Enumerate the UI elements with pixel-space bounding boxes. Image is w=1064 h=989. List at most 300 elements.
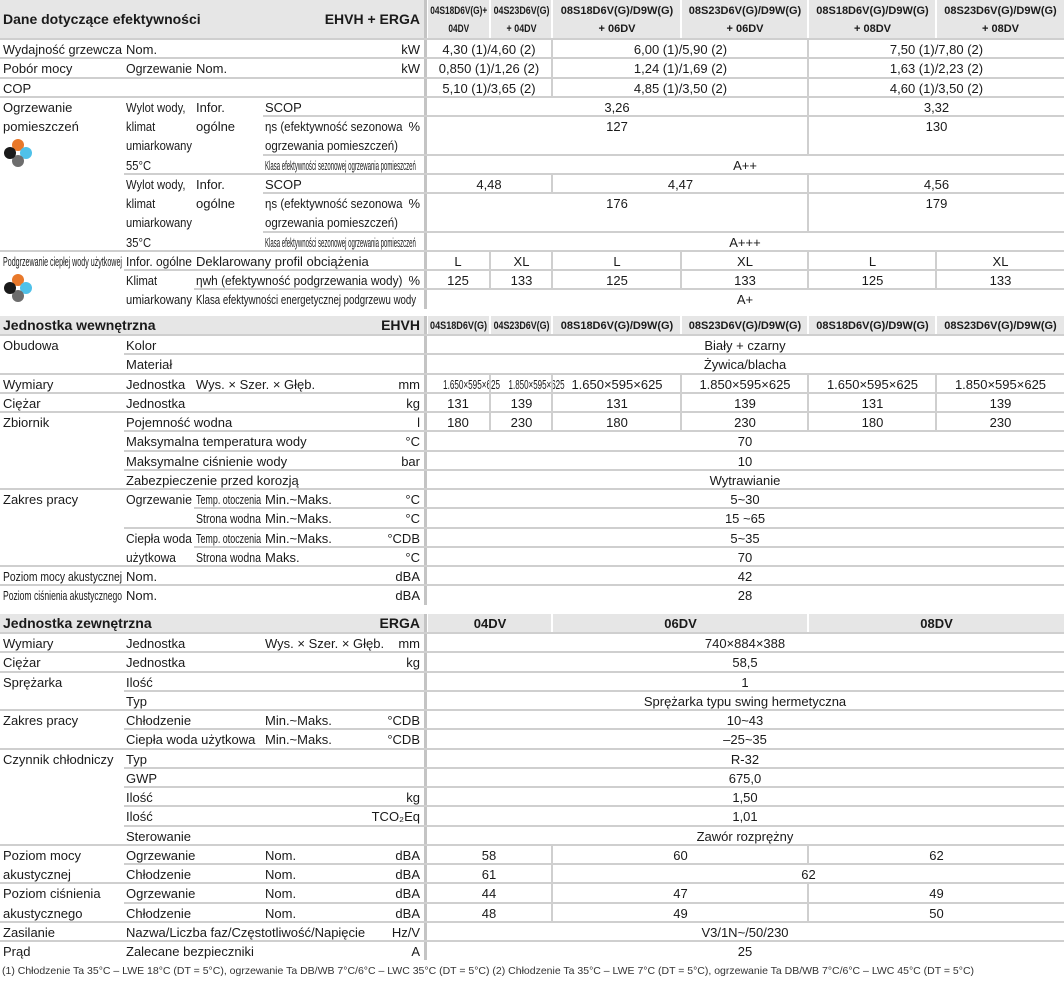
unit-label: dBA: [395, 905, 420, 921]
row-label: [126, 942, 254, 961]
unit-label: dBA: [395, 588, 420, 604]
unit-label: kW: [401, 42, 420, 57]
value-cell: [426, 271, 490, 289]
value-cell: [807, 194, 1064, 232]
row-label-text: Pojemność wodna: [126, 415, 233, 430]
value-text: 28: [737, 588, 753, 604]
value-text: 133: [510, 273, 533, 288]
model-column-header: [426, 0, 490, 39]
row-label-text: Ilość: [126, 674, 153, 690]
unit-label: °C: [405, 492, 420, 507]
row-label: [126, 175, 203, 252]
row-label-text: Min.~Maks.: [265, 511, 332, 527]
row-label-text: Ilość: [126, 809, 153, 825]
unit-label: bar: [401, 453, 420, 469]
value-text: 62: [929, 847, 944, 863]
row-label: [196, 175, 235, 214]
value-cell: [426, 355, 1064, 373]
row-label-text: ηs (efektywność sezonowa ogrzewania pomieszczeń): [265, 119, 403, 154]
row-label-text: Klasa efektywności sezonowej ogrzewania pomieszczeń: [265, 157, 416, 173]
value-cell: [426, 788, 1064, 806]
model-column-header: [551, 0, 681, 39]
value-cell: [551, 375, 681, 393]
value-cell: [680, 413, 808, 431]
unit-label: °C: [405, 434, 420, 450]
value-cell: [426, 586, 1064, 604]
value-text: 1,63 (1)/2,23 (2): [889, 61, 984, 77]
value-cell: [426, 59, 552, 77]
model-column-header: [680, 316, 808, 335]
row-label-text: Sterowanie: [126, 828, 192, 844]
row-label: [3, 98, 79, 169]
row-label-text: Klimat umiarkowany: [126, 273, 193, 308]
value-cell: [935, 271, 1064, 289]
water-heating-icon: [3, 273, 33, 303]
row-label: [3, 673, 62, 692]
unit-label: kg: [406, 655, 420, 671]
unit-label: kg: [406, 790, 420, 805]
value-cell: [489, 413, 552, 431]
row-label-text: Min.~Maks.: [265, 732, 332, 748]
model-column-header: [935, 316, 1064, 335]
row-label-text: Wys. × Szer. × Głęb.: [265, 636, 385, 651]
value-cell: [426, 692, 1064, 710]
value-cell: [551, 394, 681, 412]
value-text: 133: [734, 273, 756, 288]
value-cell: [807, 413, 936, 431]
value-cell: [426, 923, 1064, 941]
row-label-text: Klasa efektywności energetycznej podgrzewu wody: [196, 292, 417, 308]
value-cell: [551, 252, 681, 270]
value-cell: [426, 490, 1064, 508]
row-label-text: Chłodzenie: [126, 905, 192, 921]
value-text: 5,10 (1)/3,65 (2): [442, 80, 536, 96]
value-cell: [489, 271, 552, 289]
row-label-text: Wymiary: [3, 376, 54, 392]
value-cell: [426, 156, 1064, 174]
unit-label: dBA: [395, 886, 420, 902]
value-cell: [426, 807, 1064, 825]
row-label-text: Sprężarka: [3, 674, 63, 690]
value-text: 7,50 (1)/7,80 (2): [889, 42, 984, 57]
row-label-text: Ilość: [126, 790, 153, 805]
value-text: L: [868, 253, 877, 269]
section-1: [0, 316, 1064, 605]
value-text: 4,48: [476, 176, 502, 192]
row-label-text: Maksymalne ciśnienie wody: [126, 453, 288, 469]
value-cell: [426, 846, 552, 864]
row-label-text: Zabezpieczenie przed korozją: [126, 472, 299, 488]
value-cell: [489, 394, 552, 412]
value-text: 5~30: [730, 492, 760, 507]
model-name: 04S23D6V(G): [493, 319, 550, 332]
unit-label: °CDB: [387, 530, 420, 546]
value-text: 3,26: [604, 99, 630, 115]
section-model-series: EHVH: [381, 317, 420, 333]
value-text: XL: [737, 253, 753, 269]
value-cell: [426, 769, 1064, 787]
row-label-text: Strona wodna: [196, 511, 261, 527]
value-text: Żywica/blacha: [703, 357, 787, 373]
value-cell: [426, 117, 808, 155]
model-column-header: [426, 614, 552, 633]
value-text: 42: [737, 569, 753, 584]
value-text: R-32: [730, 751, 760, 767]
value-text: 131: [861, 395, 884, 411]
value-text: 125: [861, 273, 884, 288]
row-label-text: Ogrzewanie: [126, 492, 192, 507]
value-text: 675,0: [728, 770, 762, 786]
unit-label: dBA: [395, 847, 420, 863]
value-cell: [426, 865, 552, 883]
value-cell: [551, 904, 808, 922]
model-column-header: [807, 0, 936, 39]
row-label-text: Podgrzewanie ciepłej wody użytkowej: [3, 253, 122, 269]
row-label-text: Min.~Maks.: [265, 492, 332, 507]
value-cell: [807, 59, 1064, 77]
value-text: 48: [481, 905, 497, 921]
section-2: [0, 614, 1064, 960]
value-text: Biały + czarny: [704, 338, 786, 353]
value-text: 6,00 (1)/5,90 (2): [633, 42, 728, 57]
value-text: –25~35: [723, 732, 767, 748]
value-text: 62: [801, 867, 816, 882]
value-cell: [551, 175, 808, 193]
model-name: 08S18D6V(G)/D9W(G): [560, 319, 674, 332]
value-text: XL: [992, 253, 1009, 269]
value-cell: [426, 634, 1064, 652]
value-cell: [807, 394, 936, 412]
value-cell: [426, 98, 808, 116]
value-cell: [426, 653, 1064, 671]
value-cell: [426, 567, 1064, 585]
row-label-text: Prąd: [3, 944, 31, 959]
row-label-text: Klasa efektywności sezonowej ogrzewania pomieszczeń: [265, 234, 416, 250]
row-label-text: Infor. ogólne: [196, 176, 236, 211]
model-column-header: [551, 316, 681, 335]
row-label-text: Ciężar: [3, 395, 41, 411]
value-cell: [426, 336, 1064, 354]
row-label-text: Nom.: [265, 886, 297, 902]
value-cell: [426, 942, 1064, 960]
unit-label: °C: [405, 549, 420, 565]
value-cell: [489, 252, 552, 270]
value-text: 70: [737, 549, 753, 565]
value-text: 10: [737, 453, 753, 469]
value-cell: [426, 548, 1064, 566]
row-label-text: Jednostka: [126, 376, 186, 392]
value-text: 139: [734, 395, 756, 411]
value-text: 44: [481, 886, 497, 902]
row-label-text: Poziom ciśnienia akustycznego: [3, 588, 123, 604]
value-text: 230: [510, 415, 533, 430]
value-text: L: [454, 253, 462, 269]
value-cell: [807, 175, 1064, 193]
value-cell: [807, 40, 1064, 58]
value-cell: [426, 432, 1064, 450]
value-cell: [680, 252, 808, 270]
value-cell: [807, 375, 936, 393]
row-label-text: Maksymalna temperatura wody: [126, 434, 307, 450]
value-cell: [551, 40, 808, 58]
value-cell: [426, 375, 501, 393]
row-label-text: Kolor: [126, 338, 157, 353]
value-text: 127: [606, 119, 628, 134]
unit-label: °C: [405, 511, 420, 527]
value-text: 60: [673, 847, 688, 863]
unit-label: dBA: [395, 867, 420, 882]
row-label-text: Wylot wody, klimat umiarkowany 55°C: [126, 99, 193, 173]
value-cell: [426, 904, 552, 922]
row-label-text: Maks.: [265, 549, 300, 565]
row-label: [3, 846, 81, 885]
section-0: [0, 0, 1064, 309]
row-label-text: Materiał: [126, 357, 173, 373]
value-text: 1,50: [732, 790, 758, 805]
value-text: 25: [737, 944, 753, 959]
row-label-text: SCOP: [265, 99, 302, 115]
value-text: 1.850×595×625: [699, 376, 791, 392]
value-cell: [551, 59, 808, 77]
row-label-text: Ciepła woda użytkowa: [126, 530, 192, 565]
value-cell: [426, 252, 490, 270]
value-cell: [426, 79, 552, 97]
value-cell: [807, 884, 1064, 902]
row-label-text: Strona wodna: [196, 549, 261, 565]
model-name: 08DV: [920, 615, 953, 631]
row-label-text: Wydajność grzewcza: [3, 42, 123, 57]
unit-label: Hz/V: [391, 924, 420, 940]
value-text: 15 ~65: [724, 511, 766, 527]
value-cell: [551, 79, 808, 97]
value-text: 139: [989, 395, 1012, 411]
row-label-text: Wymiary: [3, 636, 54, 651]
value-text: 47: [673, 886, 688, 902]
value-cell: [426, 233, 1064, 251]
value-cell: [807, 117, 1064, 155]
row-label: [126, 490, 195, 509]
value-text: 1.850×595×625: [954, 376, 1047, 392]
row-label-text: Zakres pracy: [3, 492, 79, 507]
value-text: 1: [741, 674, 749, 690]
row-label: [126, 586, 157, 605]
model-column-header: [807, 316, 936, 335]
value-cell: [426, 175, 552, 193]
value-cell: [426, 452, 1064, 470]
row-label-text: Poziom mocy akustycznej: [3, 569, 123, 584]
unit-label: A: [411, 944, 420, 959]
section-model-series: EHVH + ERGA: [324, 11, 420, 27]
row-label-text: Min.~Maks.: [265, 530, 332, 546]
row-label-text: Infor. ogólne: [126, 253, 192, 269]
unit-label: %: [408, 273, 420, 288]
value-cell: [489, 375, 565, 393]
row-label-text: Wys. × Szer. × Głęb.: [196, 376, 316, 392]
unit-label: %: [408, 196, 420, 211]
value-text: 176: [606, 196, 628, 211]
row-label-text: Ogrzewanie: [126, 847, 196, 863]
model-name: 04DV: [473, 615, 507, 631]
row-label-text: COP: [3, 80, 32, 96]
row-label-text: Czynnik chłodniczy: [3, 751, 114, 767]
model-name: 04S18D6V(G): [430, 319, 488, 332]
model-name: 08S23D6V(G)/D9W(G): [944, 319, 1057, 332]
row-label-text: Ogrzewanie: [126, 61, 192, 77]
value-text: 4,85 (1)/3,50 (2): [633, 80, 728, 96]
unit-label: l: [417, 415, 420, 430]
row-label: [265, 117, 420, 156]
value-text: 58,5: [732, 655, 758, 671]
value-cell: [680, 394, 808, 412]
model-name: 04S18D6V(G)+ 04DV: [430, 4, 488, 35]
row-label: [3, 336, 59, 355]
unit-label: mm: [398, 636, 420, 651]
value-cell: [935, 252, 1064, 270]
value-text: A+: [736, 292, 754, 308]
row-label-text: Typ: [126, 693, 147, 709]
row-label: [3, 750, 114, 769]
value-text: 139: [510, 395, 533, 411]
value-text: 125: [447, 273, 469, 288]
unit-label: dBA: [395, 569, 420, 584]
value-cell: [426, 194, 808, 232]
row-label-text: Wylot wody, klimat umiarkowany 35°C: [126, 176, 193, 250]
value-text: 4,56: [923, 176, 950, 192]
row-label-text: Nom.: [196, 61, 228, 77]
unit-label: °CDB: [387, 732, 420, 748]
row-label-text: Chłodzenie: [126, 867, 192, 882]
row-label-text: Ciepła woda użytkowa: [126, 732, 256, 748]
row-label-text: Jednostka: [126, 395, 186, 411]
value-cell: [426, 827, 1064, 845]
value-text: 70: [737, 434, 753, 450]
unit-label: °CDB: [387, 713, 420, 728]
model-name: 08S18D6V(G)/D9W(G) + 06DV: [560, 4, 674, 35]
unit-label: %: [408, 119, 420, 134]
value-text: 125: [606, 273, 628, 288]
row-label-text: Obudowa: [3, 338, 59, 353]
value-text: 230: [989, 415, 1012, 430]
model-column-header: [489, 316, 552, 335]
value-cell: [680, 271, 808, 289]
row-label-text: Min.~Maks.: [265, 713, 332, 728]
value-cell: [426, 471, 1064, 489]
row-label-text: GWP: [126, 770, 158, 786]
value-text: 49: [929, 886, 944, 902]
model-column-header: [680, 0, 808, 39]
value-cell: [426, 673, 1064, 691]
row-label-text: Zbiornik: [3, 415, 50, 430]
row-label-text: Typ: [126, 751, 147, 767]
value-text: L: [613, 253, 621, 269]
model-name: 06DV: [664, 615, 697, 631]
row-label: [196, 98, 235, 137]
section-title: Dane dotyczące efektywności: [3, 11, 201, 27]
value-text: 131: [447, 395, 469, 411]
value-text: 1,24 (1)/1,69 (2): [633, 61, 728, 77]
value-text: 180: [606, 415, 628, 430]
value-text: 1.650×595×625: [571, 376, 663, 392]
footnote: (1) Chłodzenie Ta 35°C – LWE 18°C (DT = 5°C), ogrzewanie Ta DB/WB 7°C/6°C – LWC 35°C (DT = 5°C) (2) Chłodzenie Ta 35°C – LWE 7°C (DT = 5°C), ogrzewanie Ta DB/WB 7°C/6°C – LWC 45°C (DT = 5°C): [2, 965, 975, 977]
row-label: [3, 942, 30, 961]
value-cell: [807, 98, 1064, 116]
row-label-text: ηwh (efektywność podgrzewania wody): [196, 273, 403, 288]
value-text: XL: [513, 253, 530, 269]
model-column-header: [551, 614, 808, 633]
value-text: 1.650×595×625: [443, 376, 501, 392]
value-cell: [935, 413, 1064, 431]
row-label-text: Poziom mocy akustycznej: [3, 847, 82, 882]
row-label: [3, 413, 49, 432]
row-label: [126, 98, 203, 175]
row-label-text: Zasilanie: [3, 924, 56, 940]
value-cell: [426, 730, 1064, 748]
value-text: 0,850 (1)/1,26 (2): [438, 61, 540, 77]
row-label-text: Nom.: [265, 867, 297, 882]
row-label-text: Temp. otoczenia: [196, 530, 262, 546]
value-cell: [426, 40, 552, 58]
row-label: [3, 490, 78, 509]
value-text: 58: [481, 847, 497, 863]
value-text: 4,30 (1)/4,60 (2): [442, 42, 536, 57]
row-label-text: Jednostka: [126, 636, 186, 651]
value-text: 5~35: [730, 530, 760, 546]
value-text: V3/1N~/50/230: [701, 924, 789, 940]
row-label: [3, 884, 101, 923]
value-text: 131: [606, 395, 628, 411]
unit-label: mm: [398, 376, 420, 392]
row-label: [126, 529, 198, 568]
row-label-text: Nom.: [126, 42, 158, 57]
value-cell: [935, 375, 1064, 393]
value-text: 1.650×595×625: [826, 376, 919, 392]
value-text: 49: [673, 905, 688, 921]
value-cell: [807, 271, 936, 289]
value-cell: [426, 290, 1064, 308]
row-label-text: Ciężar: [3, 655, 41, 671]
row-label-text: Ogrzewanie pomieszczeń: [3, 99, 79, 134]
value-text: A+++: [729, 234, 761, 250]
value-text: 3,32: [923, 99, 950, 115]
space-heating-icon: [3, 138, 33, 168]
value-cell: [426, 750, 1064, 768]
model-column-header: [935, 0, 1064, 39]
model-column-header: [426, 316, 490, 335]
row-label-text: Ogrzewanie: [126, 886, 196, 902]
value-cell: [426, 509, 1064, 527]
value-text: A++: [733, 157, 757, 173]
row-label-text: SCOP: [265, 176, 302, 192]
row-label-text: Deklarowany profil obciążenia: [196, 253, 369, 269]
model-name: 08S23D6V(G)/D9W(G) + 08DV: [944, 4, 1057, 35]
value-text: 50: [929, 905, 944, 921]
value-text: Sprężarka typu swing hermetyczna: [643, 693, 847, 709]
value-cell: [807, 904, 1064, 922]
value-cell: [551, 271, 681, 289]
value-cell: [426, 711, 1064, 729]
unit-label: kg: [406, 395, 420, 411]
value-text: 1.850×595×625: [508, 376, 565, 392]
value-cell: [807, 79, 1064, 97]
value-cell: [426, 413, 490, 431]
unit-label: TCO₂Eq: [371, 809, 420, 825]
value-text: 4,60 (1)/3,50 (2): [889, 80, 984, 96]
section-model-series: ERGA: [379, 615, 420, 631]
row-label-text: Zalecane bezpieczniki: [126, 944, 254, 959]
row-label: [3, 711, 78, 730]
row-label-text: Nom.: [265, 847, 297, 863]
row-label-text: Infor. ogólne: [196, 99, 236, 134]
